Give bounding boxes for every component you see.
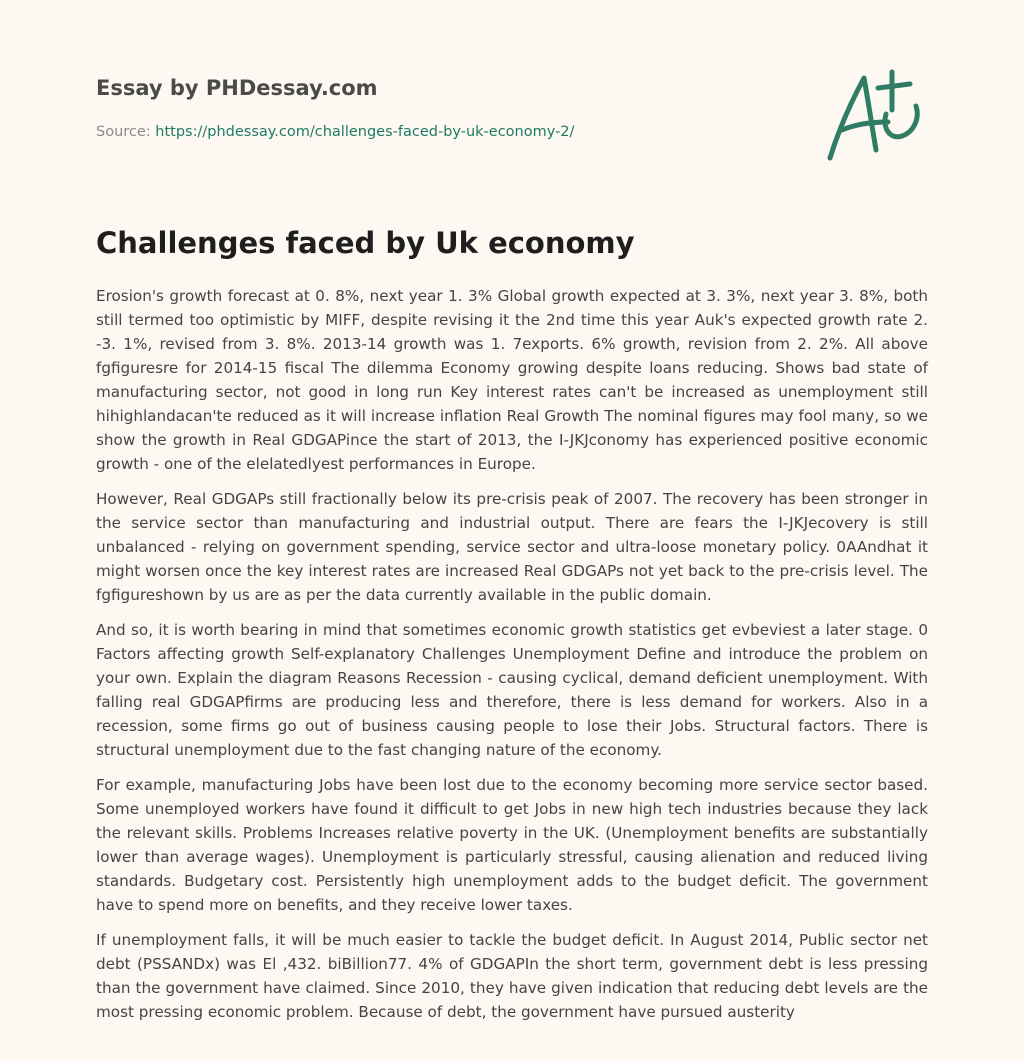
- source-label: Source:: [96, 124, 156, 140]
- essay-paragraph-5: If unemployment falls, it will be much easier to tackle the budget deficit. In August 2014, Public sector net debt (PSSANDx) was El ,432. biBillion77. 4% of GDGAPIn the short term, government debt is less pressing than the government have claimed. Since 2010, they have given indication that reducing debt levels are the most pressing economic problem. Because of debt, the government have pursued austerity: [96, 931, 928, 1021]
- essay-paragraph-2: However, Real GDGAPs still fractionally below its pre-crisis peak of 2007. The recovery has been stronger in the service sector than manufacturing and industrial output. There are fears the I-JKJecovery is still unbalanced - relying on government spending, service sector and ultra-loose monetary policy. 0AAndhat it might worsen once the key interest rates are increased Real GDGAPs not yet back to the pre-crisis level. The fgfigureshown by us are as per the data currently available in the public domain.: [96, 490, 928, 604]
- source-line: [96, 124, 574, 140]
- essay-paragraph-1: Erosion's growth forecast at 0. 8%, next year 1. 3% Global growth expected at 3. 3%, next year 3. 8%, both still termed too optimistic by MIFF, despite revising it the 2nd time this year Auk's expected growth rate 2. -3. 1%, revised from 3. 8%. 2013-14 growth was 1. 7exports. 6% growth, revision from 2. 2%. All above fgfiguresre for 2014-15 fiscal The dilemma Economy growing despite loans reducing. Shows bad state of manufacturing sector, not good in long run Key interest rates can't be increased as unemployment still hihighlandacan'te reduced as it will increase inflation Real Growth The nominal figures may fool many, so we show the growth in Real GDGAPince the start of 2013, the I-JKJconomy has experienced positive economic growth - one of the elelatedlyest performances in Europe.: [96, 287, 928, 473]
- site-brand: Essay by PHDessay.com: [96, 76, 378, 100]
- essay-body: [96, 284, 928, 1035]
- a-plus-grade-icon: [816, 66, 934, 166]
- essay-paragraph-4: For example, manufacturing Jobs have been lost due to the economy becoming more service sector based. Some unemployed workers have found it difficult to get Jobs in new high tech industries because they lack the relevant skills. Problems Increases relative poverty in the UK. (Unemployment benefits are substantially lower than average wages). Unemployment is particularly stressful, causing alienation and reduced living standards. Budgetary cost. Persistently high unemployment adds to the budget deficit. The government have to spend more on benefits, and they receive lower taxes.: [96, 776, 928, 914]
- source-link[interactable]: https://phdessay.com/challenges-faced-by-uk-economy-2/: [155, 124, 575, 140]
- essay-paragraph-3: And so, it is worth bearing in mind that sometimes economic growth statistics get evbeviest a later stage. 0 Factors affecting growth Self-explanatory Challenges Unemployment Define and introduce the problem on your own. Explain the diagram Reasons Recession - causing cyclical, demand deficient unemployment. With falling real GDGAPfirms are producing less and therefore, there is less demand for workers. Also in a recession, some firms go out of business causing people to lose their Jobs. Structural factors. There is structural unemployment due to the fast changing nature of the economy.: [96, 621, 928, 759]
- essay-title: Challenges faced by Uk economy: [96, 226, 635, 260]
